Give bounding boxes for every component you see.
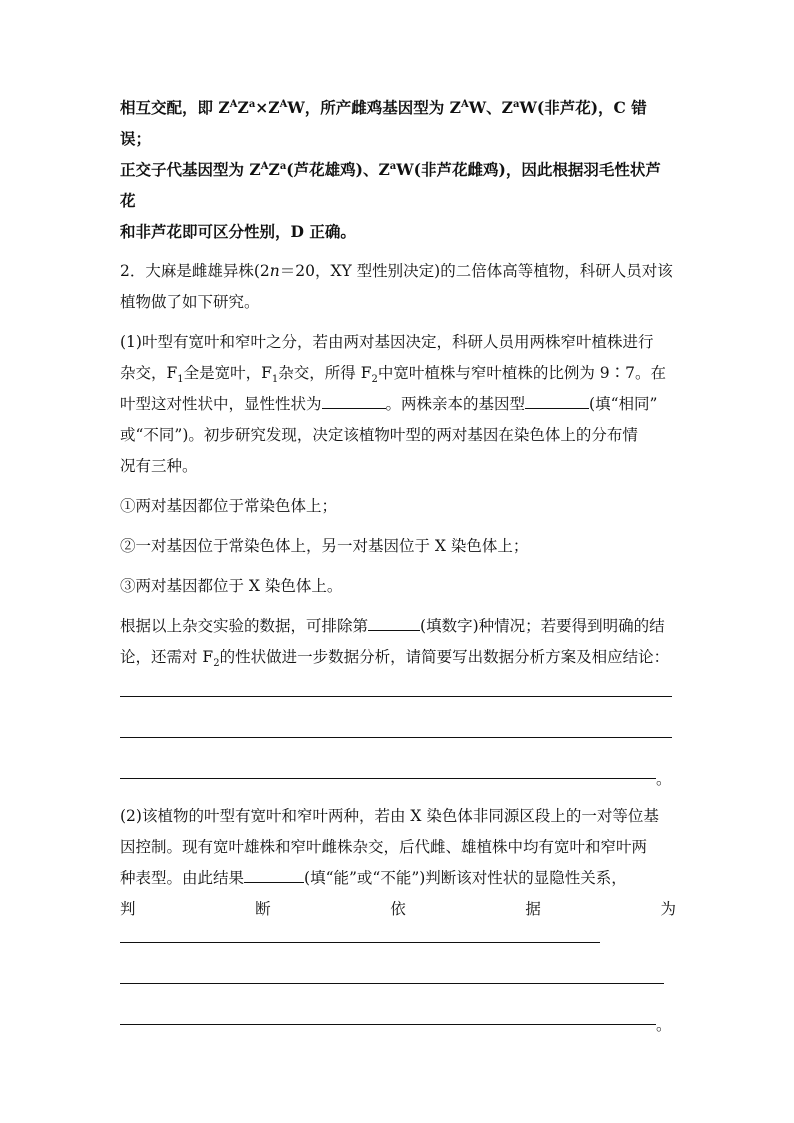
- question-2-part-1: [120, 327, 676, 801]
- blank-parent-genotype[interactable]: [525, 394, 589, 409]
- question-2-part-2: [120, 801, 676, 1037]
- option-1: ①两对基因都位于常染色体上；: [120, 497, 338, 515]
- p1-line-f: 根据以上杂交实验的数据，可排除第 (填数字)种情况；若要得到明确的结: [120, 617, 665, 635]
- judgment-basis-label: 判 断 依 据 为: [120, 900, 676, 918]
- blank-excluded-case[interactable]: [368, 616, 420, 631]
- prev-line-2: 正交子代基因型为 $Z^AZ^a$(芦花雄鸡)、$Z^aW$(非芦花雌鸡)，因此根据羽毛性状芦花: [120, 160, 661, 210]
- p1-line-d: 或“不同”)。初步研究发现，决定该植物叶型的两对基因在染色体上的分布情: [120, 426, 638, 444]
- p1-line-g: 论，还需对 $F_2$的性状做进一步数据分析，请简要写出数据分析方案及相应结论：: [120, 648, 670, 670]
- p2-line-a: (2)该植物的叶型有宽叶和窄叶两种，若由 X 染色体非同源区段上的一对等位基: [120, 807, 659, 825]
- prev-line-3: 和非芦花即可区分性别，D 正确。: [120, 222, 356, 241]
- p1-line-b: 杂交，$F_1$全是宽叶，$F_1$杂交，所得 $F_2$中宽叶植株与窄叶植株的比例为 9∶7。在: [120, 364, 666, 386]
- answer-line-6[interactable]: 。: [120, 996, 676, 1037]
- answer-line-1[interactable]: [120, 673, 676, 709]
- answer-line-4[interactable]: [120, 925, 676, 955]
- previous-answer: [120, 92, 676, 247]
- answer-line-2[interactable]: [120, 709, 676, 750]
- document-page: [120, 92, 676, 1037]
- blank-dominant-trait[interactable]: [322, 394, 386, 409]
- p2-line-c: 种表型。由此结果 (填“能”或“不能”)判断该对性状的显隐性关系，: [120, 869, 627, 887]
- option-3: ③两对基因都位于 X 染色体上。: [120, 577, 343, 595]
- answer-line-3[interactable]: 。: [120, 750, 676, 791]
- option-2: ②一对基因位于常染色体上，另一对基因位于 X 染色体上；: [120, 537, 529, 555]
- q2-line-1: 2．大麻是雌雄异株(2n＝20，XY 型性别决定)的二倍体高等植物，科研人员对该: [120, 262, 673, 280]
- p1-line-c: 叶型这对性状中，显性性状为 。两株亲本的基因型 (填“相同”: [120, 395, 658, 413]
- question-2-intro: [120, 256, 676, 318]
- p1-line-a: (1)叶型有宽叶和窄叶之分，若由两对基因决定，科研人员用两株窄叶植株进行: [120, 333, 654, 351]
- q2-line-2: 植物做了如下研究。: [120, 293, 260, 311]
- p1-line-e: 况有三种。: [120, 457, 198, 475]
- answer-line-5[interactable]: [120, 955, 676, 996]
- prev-line-1: 相互交配，即 $Z^AZ^a\times Z^AW$，所产雌鸡基因型为 $Z^AW$、$Z^aW$(非芦花)，C 错误；: [120, 98, 647, 148]
- p2-line-b: 因控制。现有宽叶雄株和窄叶雌株杂交，后代雌、雄植株中均有宽叶和窄叶两: [120, 838, 648, 856]
- blank-can-judge[interactable]: [244, 868, 304, 883]
